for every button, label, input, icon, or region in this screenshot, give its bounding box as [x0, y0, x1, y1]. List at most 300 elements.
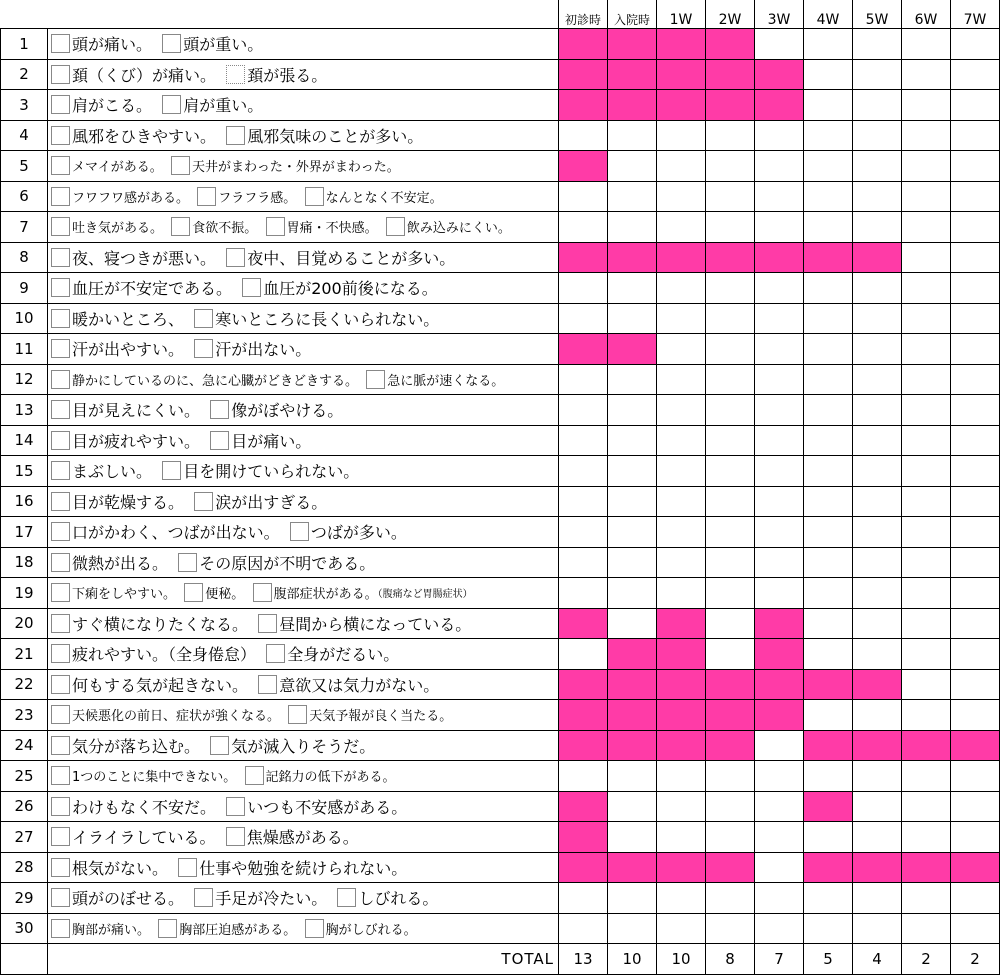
- unmarked-cell[interactable]: [755, 517, 804, 548]
- unmarked-cell[interactable]: [706, 578, 755, 609]
- unmarked-cell[interactable]: [755, 883, 804, 914]
- unmarked-cell[interactable]: [608, 425, 657, 456]
- symptom-checkbox[interactable]: [210, 431, 229, 450]
- unmarked-cell[interactable]: [804, 151, 853, 182]
- unmarked-cell[interactable]: [755, 212, 804, 243]
- unmarked-cell[interactable]: [657, 822, 706, 853]
- symptom-checkbox[interactable]: [171, 217, 190, 236]
- unmarked-cell[interactable]: [559, 517, 608, 548]
- marked-cell[interactable]: [706, 29, 755, 60]
- unmarked-cell[interactable]: [853, 181, 902, 212]
- unmarked-cell[interactable]: [951, 120, 1000, 151]
- symptom-checkbox[interactable]: [51, 278, 70, 297]
- marked-cell[interactable]: [559, 669, 608, 700]
- unmarked-cell[interactable]: [706, 517, 755, 548]
- marked-cell[interactable]: [804, 852, 853, 883]
- unmarked-cell[interactable]: [951, 883, 1000, 914]
- unmarked-cell[interactable]: [951, 273, 1000, 304]
- marked-cell[interactable]: [559, 822, 608, 853]
- symptom-checkbox[interactable]: [51, 614, 70, 633]
- unmarked-cell[interactable]: [559, 913, 608, 944]
- unmarked-cell[interactable]: [902, 334, 951, 365]
- symptom-checkbox[interactable]: [51, 644, 70, 663]
- unmarked-cell[interactable]: [902, 517, 951, 548]
- marked-cell[interactable]: [608, 59, 657, 90]
- unmarked-cell[interactable]: [804, 212, 853, 243]
- unmarked-cell[interactable]: [559, 395, 608, 426]
- marked-cell[interactable]: [559, 29, 608, 60]
- unmarked-cell[interactable]: [853, 212, 902, 243]
- unmarked-cell[interactable]: [951, 761, 1000, 792]
- unmarked-cell[interactable]: [657, 486, 706, 517]
- unmarked-cell[interactable]: [902, 120, 951, 151]
- marked-cell[interactable]: [657, 29, 706, 60]
- symptom-checkbox[interactable]: [266, 644, 285, 663]
- unmarked-cell[interactable]: [657, 151, 706, 182]
- unmarked-cell[interactable]: [608, 395, 657, 426]
- unmarked-cell[interactable]: [804, 364, 853, 395]
- unmarked-cell[interactable]: [951, 578, 1000, 609]
- unmarked-cell[interactable]: [951, 90, 1000, 121]
- unmarked-cell[interactable]: [804, 395, 853, 426]
- unmarked-cell[interactable]: [853, 395, 902, 426]
- symptom-checkbox[interactable]: [51, 34, 70, 53]
- unmarked-cell[interactable]: [608, 120, 657, 151]
- marked-cell[interactable]: [853, 730, 902, 761]
- symptom-checkbox[interactable]: [51, 370, 70, 389]
- unmarked-cell[interactable]: [902, 822, 951, 853]
- marked-cell[interactable]: [804, 242, 853, 273]
- unmarked-cell[interactable]: [853, 425, 902, 456]
- unmarked-cell[interactable]: [706, 639, 755, 670]
- unmarked-cell[interactable]: [804, 639, 853, 670]
- unmarked-cell[interactable]: [951, 608, 1000, 639]
- unmarked-cell[interactable]: [902, 608, 951, 639]
- marked-cell[interactable]: [755, 242, 804, 273]
- symptom-checkbox[interactable]: [51, 858, 70, 877]
- symptom-checkbox[interactable]: [51, 766, 70, 785]
- unmarked-cell[interactable]: [706, 151, 755, 182]
- unmarked-cell[interactable]: [951, 456, 1000, 487]
- unmarked-cell[interactable]: [804, 29, 853, 60]
- unmarked-cell[interactable]: [804, 822, 853, 853]
- symptom-checkbox[interactable]: [51, 431, 70, 450]
- unmarked-cell[interactable]: [902, 700, 951, 731]
- symptom-checkbox[interactable]: [51, 705, 70, 724]
- unmarked-cell[interactable]: [951, 669, 1000, 700]
- unmarked-cell[interactable]: [706, 883, 755, 914]
- marked-cell[interactable]: [951, 730, 1000, 761]
- unmarked-cell[interactable]: [902, 578, 951, 609]
- unmarked-cell[interactable]: [804, 90, 853, 121]
- symptom-checkbox[interactable]: [51, 583, 70, 602]
- marked-cell[interactable]: [951, 852, 1000, 883]
- unmarked-cell[interactable]: [951, 425, 1000, 456]
- unmarked-cell[interactable]: [902, 883, 951, 914]
- unmarked-cell[interactable]: [902, 913, 951, 944]
- marked-cell[interactable]: [804, 730, 853, 761]
- unmarked-cell[interactable]: [902, 547, 951, 578]
- unmarked-cell[interactable]: [706, 273, 755, 304]
- unmarked-cell[interactable]: [804, 913, 853, 944]
- unmarked-cell[interactable]: [755, 303, 804, 334]
- unmarked-cell[interactable]: [608, 517, 657, 548]
- unmarked-cell[interactable]: [706, 120, 755, 151]
- unmarked-cell[interactable]: [559, 212, 608, 243]
- unmarked-cell[interactable]: [951, 639, 1000, 670]
- marked-cell[interactable]: [657, 639, 706, 670]
- unmarked-cell[interactable]: [951, 181, 1000, 212]
- unmarked-cell[interactable]: [608, 822, 657, 853]
- unmarked-cell[interactable]: [706, 486, 755, 517]
- symptom-checkbox[interactable]: [178, 858, 197, 877]
- marked-cell[interactable]: [902, 852, 951, 883]
- marked-cell[interactable]: [657, 730, 706, 761]
- symptom-checkbox[interactable]: [337, 888, 356, 907]
- unmarked-cell[interactable]: [559, 120, 608, 151]
- unmarked-cell[interactable]: [559, 273, 608, 304]
- unmarked-cell[interactable]: [755, 425, 804, 456]
- marked-cell[interactable]: [706, 669, 755, 700]
- marked-cell[interactable]: [902, 730, 951, 761]
- unmarked-cell[interactable]: [755, 395, 804, 426]
- symptom-checkbox[interactable]: [51, 888, 70, 907]
- unmarked-cell[interactable]: [755, 120, 804, 151]
- unmarked-cell[interactable]: [657, 273, 706, 304]
- unmarked-cell[interactable]: [804, 120, 853, 151]
- unmarked-cell[interactable]: [951, 547, 1000, 578]
- unmarked-cell[interactable]: [804, 273, 853, 304]
- marked-cell[interactable]: [755, 59, 804, 90]
- unmarked-cell[interactable]: [951, 29, 1000, 60]
- marked-cell[interactable]: [706, 59, 755, 90]
- unmarked-cell[interactable]: [559, 303, 608, 334]
- symptom-checkbox[interactable]: [242, 278, 261, 297]
- symptom-checkbox[interactable]: [266, 217, 285, 236]
- unmarked-cell[interactable]: [559, 425, 608, 456]
- marked-cell[interactable]: [559, 730, 608, 761]
- unmarked-cell[interactable]: [951, 59, 1000, 90]
- unmarked-cell[interactable]: [608, 273, 657, 304]
- unmarked-cell[interactable]: [755, 456, 804, 487]
- symptom-checkbox[interactable]: [51, 736, 70, 755]
- marked-cell[interactable]: [706, 852, 755, 883]
- unmarked-cell[interactable]: [706, 212, 755, 243]
- unmarked-cell[interactable]: [902, 486, 951, 517]
- unmarked-cell[interactable]: [657, 120, 706, 151]
- unmarked-cell[interactable]: [853, 913, 902, 944]
- unmarked-cell[interactable]: [853, 517, 902, 548]
- unmarked-cell[interactable]: [706, 364, 755, 395]
- marked-cell[interactable]: [608, 639, 657, 670]
- marked-cell[interactable]: [755, 608, 804, 639]
- symptom-checkbox[interactable]: [194, 309, 213, 328]
- symptom-checkbox[interactable]: [51, 797, 70, 816]
- unmarked-cell[interactable]: [804, 181, 853, 212]
- unmarked-cell[interactable]: [755, 791, 804, 822]
- symptom-checkbox[interactable]: [51, 461, 70, 480]
- unmarked-cell[interactable]: [608, 791, 657, 822]
- unmarked-cell[interactable]: [804, 883, 853, 914]
- unmarked-cell[interactable]: [755, 852, 804, 883]
- marked-cell[interactable]: [657, 608, 706, 639]
- symptom-checkbox[interactable]: [51, 217, 70, 236]
- marked-cell[interactable]: [706, 730, 755, 761]
- marked-cell[interactable]: [804, 669, 853, 700]
- unmarked-cell[interactable]: [608, 151, 657, 182]
- symptom-checkbox[interactable]: [51, 95, 70, 114]
- unmarked-cell[interactable]: [755, 913, 804, 944]
- marked-cell[interactable]: [706, 90, 755, 121]
- unmarked-cell[interactable]: [657, 181, 706, 212]
- unmarked-cell[interactable]: [853, 364, 902, 395]
- unmarked-cell[interactable]: [853, 547, 902, 578]
- unmarked-cell[interactable]: [657, 517, 706, 548]
- symptom-checkbox[interactable]: [162, 34, 181, 53]
- unmarked-cell[interactable]: [951, 913, 1000, 944]
- unmarked-cell[interactable]: [608, 883, 657, 914]
- symptom-checkbox[interactable]: [162, 461, 181, 480]
- marked-cell[interactable]: [608, 700, 657, 731]
- symptom-checkbox[interactable]: [253, 583, 272, 602]
- unmarked-cell[interactable]: [608, 547, 657, 578]
- symptom-checkbox[interactable]: [51, 675, 70, 694]
- symptom-checkbox[interactable]: [184, 583, 203, 602]
- unmarked-cell[interactable]: [608, 761, 657, 792]
- marked-cell[interactable]: [853, 242, 902, 273]
- unmarked-cell[interactable]: [755, 486, 804, 517]
- unmarked-cell[interactable]: [608, 212, 657, 243]
- unmarked-cell[interactable]: [902, 639, 951, 670]
- unmarked-cell[interactable]: [804, 608, 853, 639]
- unmarked-cell[interactable]: [902, 791, 951, 822]
- unmarked-cell[interactable]: [657, 364, 706, 395]
- unmarked-cell[interactable]: [559, 639, 608, 670]
- unmarked-cell[interactable]: [804, 456, 853, 487]
- unmarked-cell[interactable]: [657, 791, 706, 822]
- symptom-checkbox[interactable]: [171, 156, 190, 175]
- symptom-checkbox[interactable]: [51, 919, 70, 938]
- symptom-checkbox[interactable]: [51, 309, 70, 328]
- marked-cell[interactable]: [657, 669, 706, 700]
- unmarked-cell[interactable]: [706, 395, 755, 426]
- symptom-checkbox[interactable]: [305, 187, 324, 206]
- symptom-checkbox[interactable]: [366, 370, 385, 389]
- unmarked-cell[interactable]: [755, 547, 804, 578]
- unmarked-cell[interactable]: [902, 669, 951, 700]
- unmarked-cell[interactable]: [804, 425, 853, 456]
- marked-cell[interactable]: [755, 700, 804, 731]
- unmarked-cell[interactable]: [853, 822, 902, 853]
- unmarked-cell[interactable]: [902, 29, 951, 60]
- unmarked-cell[interactable]: [706, 181, 755, 212]
- unmarked-cell[interactable]: [902, 59, 951, 90]
- marked-cell[interactable]: [608, 730, 657, 761]
- marked-cell[interactable]: [559, 151, 608, 182]
- unmarked-cell[interactable]: [804, 303, 853, 334]
- unmarked-cell[interactable]: [804, 578, 853, 609]
- unmarked-cell[interactable]: [755, 273, 804, 304]
- unmarked-cell[interactable]: [902, 151, 951, 182]
- symptom-checkbox[interactable]: [51, 339, 70, 358]
- unmarked-cell[interactable]: [853, 151, 902, 182]
- unmarked-cell[interactable]: [657, 212, 706, 243]
- unmarked-cell[interactable]: [706, 913, 755, 944]
- marked-cell[interactable]: [657, 59, 706, 90]
- symptom-checkbox[interactable]: [51, 126, 70, 145]
- unmarked-cell[interactable]: [657, 761, 706, 792]
- unmarked-cell[interactable]: [755, 822, 804, 853]
- unmarked-cell[interactable]: [657, 425, 706, 456]
- unmarked-cell[interactable]: [608, 364, 657, 395]
- symptom-checkbox[interactable]: [51, 65, 70, 84]
- unmarked-cell[interactable]: [853, 29, 902, 60]
- unmarked-cell[interactable]: [608, 486, 657, 517]
- unmarked-cell[interactable]: [853, 578, 902, 609]
- symptom-checkbox[interactable]: [226, 126, 245, 145]
- marked-cell[interactable]: [559, 59, 608, 90]
- unmarked-cell[interactable]: [902, 242, 951, 273]
- marked-cell[interactable]: [755, 90, 804, 121]
- marked-cell[interactable]: [608, 669, 657, 700]
- marked-cell[interactable]: [608, 242, 657, 273]
- marked-cell[interactable]: [853, 669, 902, 700]
- unmarked-cell[interactable]: [657, 456, 706, 487]
- unmarked-cell[interactable]: [902, 456, 951, 487]
- unmarked-cell[interactable]: [853, 700, 902, 731]
- unmarked-cell[interactable]: [608, 913, 657, 944]
- marked-cell[interactable]: [608, 90, 657, 121]
- marked-cell[interactable]: [657, 242, 706, 273]
- unmarked-cell[interactable]: [755, 334, 804, 365]
- unmarked-cell[interactable]: [706, 547, 755, 578]
- unmarked-cell[interactable]: [951, 700, 1000, 731]
- marked-cell[interactable]: [559, 852, 608, 883]
- unmarked-cell[interactable]: [853, 883, 902, 914]
- unmarked-cell[interactable]: [951, 334, 1000, 365]
- unmarked-cell[interactable]: [853, 334, 902, 365]
- unmarked-cell[interactable]: [657, 883, 706, 914]
- unmarked-cell[interactable]: [559, 761, 608, 792]
- unmarked-cell[interactable]: [902, 761, 951, 792]
- marked-cell[interactable]: [657, 90, 706, 121]
- unmarked-cell[interactable]: [951, 395, 1000, 426]
- unmarked-cell[interactable]: [706, 303, 755, 334]
- unmarked-cell[interactable]: [902, 181, 951, 212]
- unmarked-cell[interactable]: [951, 364, 1000, 395]
- symptom-checkbox[interactable]: [258, 675, 277, 694]
- unmarked-cell[interactable]: [657, 303, 706, 334]
- unmarked-cell[interactable]: [951, 486, 1000, 517]
- symptom-checkbox[interactable]: [51, 522, 70, 541]
- unmarked-cell[interactable]: [804, 59, 853, 90]
- symptom-checkbox[interactable]: [226, 797, 245, 816]
- symptom-checkbox[interactable]: [51, 827, 70, 846]
- unmarked-cell[interactable]: [853, 90, 902, 121]
- marked-cell[interactable]: [755, 669, 804, 700]
- symptom-checkbox[interactable]: [305, 919, 324, 938]
- marked-cell[interactable]: [559, 791, 608, 822]
- marked-cell[interactable]: [608, 334, 657, 365]
- symptom-checkbox[interactable]: [245, 766, 264, 785]
- unmarked-cell[interactable]: [755, 364, 804, 395]
- unmarked-cell[interactable]: [706, 456, 755, 487]
- unmarked-cell[interactable]: [755, 151, 804, 182]
- marked-cell[interactable]: [559, 700, 608, 731]
- marked-cell[interactable]: [804, 791, 853, 822]
- unmarked-cell[interactable]: [804, 334, 853, 365]
- unmarked-cell[interactable]: [902, 425, 951, 456]
- symptom-checkbox[interactable]: [197, 187, 216, 206]
- unmarked-cell[interactable]: [706, 425, 755, 456]
- symptom-checkbox[interactable]: [51, 553, 70, 572]
- unmarked-cell[interactable]: [706, 334, 755, 365]
- unmarked-cell[interactable]: [951, 791, 1000, 822]
- unmarked-cell[interactable]: [853, 59, 902, 90]
- unmarked-cell[interactable]: [853, 303, 902, 334]
- unmarked-cell[interactable]: [559, 883, 608, 914]
- marked-cell[interactable]: [559, 608, 608, 639]
- unmarked-cell[interactable]: [608, 608, 657, 639]
- symptom-checkbox[interactable]: [226, 827, 245, 846]
- unmarked-cell[interactable]: [902, 273, 951, 304]
- marked-cell[interactable]: [657, 852, 706, 883]
- symptom-checkbox[interactable]: [226, 65, 245, 84]
- unmarked-cell[interactable]: [706, 822, 755, 853]
- marked-cell[interactable]: [608, 852, 657, 883]
- symptom-checkbox[interactable]: [51, 156, 70, 175]
- unmarked-cell[interactable]: [657, 547, 706, 578]
- unmarked-cell[interactable]: [853, 456, 902, 487]
- unmarked-cell[interactable]: [951, 151, 1000, 182]
- unmarked-cell[interactable]: [657, 395, 706, 426]
- marked-cell[interactable]: [559, 334, 608, 365]
- unmarked-cell[interactable]: [559, 578, 608, 609]
- unmarked-cell[interactable]: [559, 456, 608, 487]
- unmarked-cell[interactable]: [657, 913, 706, 944]
- unmarked-cell[interactable]: [755, 578, 804, 609]
- unmarked-cell[interactable]: [804, 700, 853, 731]
- unmarked-cell[interactable]: [804, 547, 853, 578]
- symptom-checkbox[interactable]: [210, 736, 229, 755]
- symptom-checkbox[interactable]: [51, 248, 70, 267]
- marked-cell[interactable]: [755, 639, 804, 670]
- unmarked-cell[interactable]: [853, 761, 902, 792]
- unmarked-cell[interactable]: [853, 120, 902, 151]
- unmarked-cell[interactable]: [804, 517, 853, 548]
- unmarked-cell[interactable]: [853, 486, 902, 517]
- marked-cell[interactable]: [608, 29, 657, 60]
- unmarked-cell[interactable]: [755, 181, 804, 212]
- unmarked-cell[interactable]: [902, 90, 951, 121]
- unmarked-cell[interactable]: [755, 29, 804, 60]
- unmarked-cell[interactable]: [902, 364, 951, 395]
- symptom-checkbox[interactable]: [258, 614, 277, 633]
- marked-cell[interactable]: [853, 852, 902, 883]
- unmarked-cell[interactable]: [902, 395, 951, 426]
- marked-cell[interactable]: [559, 242, 608, 273]
- symptom-checkbox[interactable]: [226, 248, 245, 267]
- unmarked-cell[interactable]: [559, 364, 608, 395]
- unmarked-cell[interactable]: [902, 303, 951, 334]
- unmarked-cell[interactable]: [559, 181, 608, 212]
- unmarked-cell[interactable]: [902, 212, 951, 243]
- symptom-checkbox[interactable]: [210, 400, 229, 419]
- symptom-checkbox[interactable]: [158, 919, 177, 938]
- unmarked-cell[interactable]: [657, 334, 706, 365]
- marked-cell[interactable]: [706, 242, 755, 273]
- symptom-checkbox[interactable]: [194, 888, 213, 907]
